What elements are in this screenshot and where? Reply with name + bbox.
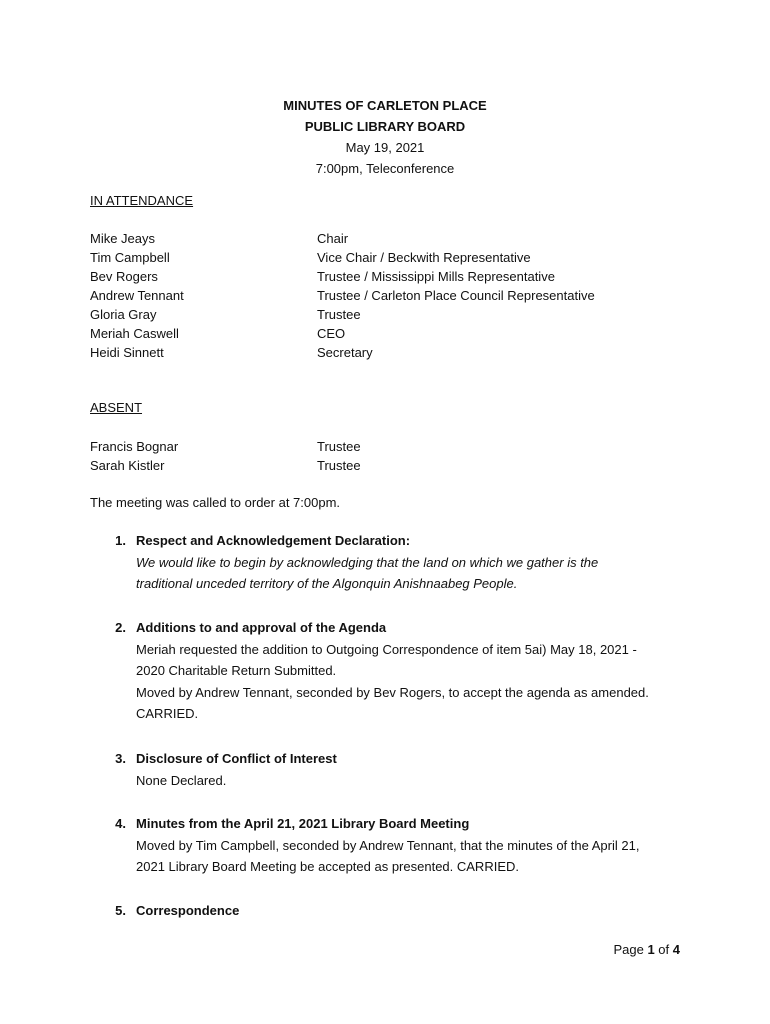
- attendee-role: CEO: [317, 326, 346, 341]
- absent-row: [90, 456, 690, 475]
- meeting-date: May 19, 2021: [345, 140, 425, 155]
- absentee-role: Trustee: [317, 439, 361, 454]
- item-line: 2020 Charitable Return Submitted.: [136, 663, 337, 678]
- attendee-role: Trustee / Carleton Place Council Representative: [317, 288, 595, 303]
- meeting-time-place: 7:00pm, Teleconference: [315, 161, 455, 176]
- item-body: [136, 639, 690, 725]
- attendee-role: Secretary: [317, 345, 373, 360]
- attendee-name: Meriah Caswell: [90, 326, 179, 341]
- attendee-name: Mike Jeays: [90, 231, 156, 246]
- item-title: Correspondence: [136, 903, 240, 918]
- attendance-row: [90, 286, 690, 305]
- item-title: Disclosure of Conflict of Interest: [136, 751, 337, 766]
- item-line: Moved by Andrew Tennant, seconded by Bev Rogers, to accept the agenda as amended.: [136, 684, 649, 700]
- item-number: 4.: [115, 816, 126, 831]
- item-number: 2.: [115, 620, 126, 635]
- absentee-role: Trustee: [317, 458, 361, 473]
- attendee-role: Trustee: [317, 307, 361, 322]
- attendee-name: Heidi Sinnett: [90, 345, 164, 360]
- item-title: Respect and Acknowledgement Declaration:: [136, 533, 411, 548]
- attendance-row: [90, 267, 690, 286]
- item-title: Minutes from the April 21, 2021 Library Board Meeting: [136, 816, 470, 831]
- page-footer: [500, 942, 680, 957]
- absent-list: [90, 437, 690, 475]
- item-line: We would like to begin by acknowledging that the land on which we gather is the: [136, 554, 599, 570]
- document-title: [0, 95, 770, 179]
- item-number: 1.: [115, 533, 126, 548]
- title-line-2: PUBLIC LIBRARY BOARD: [304, 119, 466, 134]
- of-word: of: [658, 942, 670, 957]
- attendance-row: [90, 343, 690, 362]
- item-line: None Declared.: [136, 772, 227, 788]
- attendee-name: Bev Rogers: [90, 269, 158, 284]
- item-line: Meriah requested the addition to Outgoing Correspondence of item 5ai) May 18, 2021 -: [136, 641, 637, 657]
- attendee-name: Gloria Gray: [90, 307, 157, 322]
- agenda-item: [90, 813, 690, 878]
- item-line: Moved by Tim Campbell, seconded by Andrew Tennant, that the minutes of the April 21,: [136, 837, 640, 853]
- title-line-1: MINUTES OF CARLETON PLACE: [283, 98, 487, 113]
- page-total: 4: [672, 942, 680, 957]
- agenda-item: [90, 748, 690, 791]
- attendee-role: Vice Chair / Beckwith Representative: [317, 250, 531, 265]
- attendance-row: [90, 229, 690, 248]
- attendee-role: Trustee / Mississippi Mills Representative: [317, 269, 555, 284]
- attendee-role: Chair: [317, 231, 349, 246]
- agenda-item: [90, 617, 690, 725]
- page-word: Page: [613, 942, 644, 957]
- attendance-row: [90, 324, 690, 343]
- absent-heading: ABSENT: [90, 400, 143, 415]
- item-number: 3.: [115, 751, 126, 766]
- page-number: 1: [647, 942, 655, 957]
- attendance-heading: IN ATTENDANCE: [90, 193, 194, 208]
- absentee-name: Sarah Kistler: [90, 458, 165, 473]
- attendee-name: Andrew Tennant: [90, 288, 184, 303]
- attendance-row: [90, 305, 690, 324]
- item-number: 5.: [115, 903, 126, 918]
- agenda-item: [90, 530, 690, 595]
- item-line: CARRIED.: [136, 706, 199, 721]
- call-to-order: The meeting was called to order at 7:00pm.: [90, 495, 341, 510]
- item-body: [136, 770, 690, 792]
- absent-row: [90, 437, 690, 456]
- attendee-name: Tim Campbell: [90, 250, 170, 265]
- item-line: 2021 Library Board Meeting be accepted as presented. CARRIED.: [136, 859, 519, 874]
- agenda-item: [90, 900, 690, 922]
- item-body: [136, 552, 690, 595]
- item-line: traditional unceded territory of the Algonquin Anishnaabeg People.: [136, 576, 518, 591]
- attendance-list: [90, 229, 690, 362]
- attendance-row: [90, 248, 690, 267]
- item-body: [136, 835, 690, 878]
- absentee-name: Francis Bognar: [90, 439, 179, 454]
- item-title: Additions to and approval of the Agenda: [136, 620, 387, 635]
